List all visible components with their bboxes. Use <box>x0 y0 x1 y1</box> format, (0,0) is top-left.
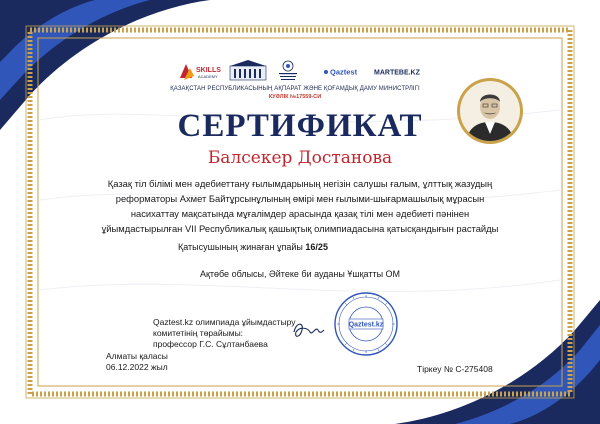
stamp <box>333 291 399 357</box>
description <box>75 176 525 236</box>
martebe-logo <box>374 70 421 77</box>
signature <box>290 318 326 342</box>
chair-line-1: Qaztest.kz олимпиада ұйымдастыру <box>153 317 296 327</box>
chair-line-3: профессор Г.С. Сұлтанбаева <box>153 339 268 349</box>
score-value: 16/25 <box>305 242 328 252</box>
description-line: насихаттау мақсатында мұғалімдер арасында қазақ тілі мен әдебиеті пәнінен <box>130 208 470 219</box>
score-line <box>178 242 328 252</box>
description-line: реформаторы Ахмет Байтұрсынұлының өмірі мен ғылыми-шығармашылық мұрасын <box>115 193 485 204</box>
qaztest-logo <box>324 68 358 77</box>
martebe-logo-text: MARTEBE.KZ <box>374 69 420 77</box>
skills-logo-sub: ACADEMY <box>198 74 218 79</box>
description-line: Қазақ тіл білімі мен әдебиеттану ғылымдарының негізін салушы ғалым, ұлттық жазудың <box>107 178 493 189</box>
recipient-name: Балсекер Достанова <box>207 148 393 168</box>
ministry-line: ҚАЗАҚСТАН РЕСПУБЛИКАСЫНЫҢ АҚПАРАТ ЖӘНЕ ҚОҒАМДЫҚ ДАМУ МИНИСТРЛІГІ <box>170 86 420 92</box>
stamp-text: Qaztest.kz <box>348 321 384 329</box>
chair-block <box>153 317 296 350</box>
score-label: Қатысушының жинаған ұпайы <box>178 242 303 252</box>
skills-academy-logo <box>180 64 221 80</box>
registration-number: Тіркеу № С-275408 <box>417 364 493 374</box>
issue-date: 06.12.2022 жыл <box>106 362 168 372</box>
ministry-emblem-logo <box>279 61 297 80</box>
partner-logos <box>176 58 426 86</box>
school-line: Ақтөбе облысы, Әйтеке би ауданы Ұшқатты ОМ <box>199 269 401 279</box>
certificate-title: СЕРТИФИКАТ <box>177 108 423 144</box>
city: Алматы қаласы <box>106 351 168 361</box>
skills-logo-text: SKILLS <box>196 67 221 74</box>
building-logo <box>230 60 266 80</box>
qaztest-logo-text: Qaztest <box>330 67 358 77</box>
city-date-block <box>106 351 168 373</box>
description-line: ұйымдастырылған VII Республикалық қашықтық олимпиадасына қатысқандығын растайды <box>101 223 499 234</box>
order-line: КУӘЛІК №17559-СИ <box>268 94 322 100</box>
chair-line-2: комитетінің төрайымы: <box>153 328 244 338</box>
